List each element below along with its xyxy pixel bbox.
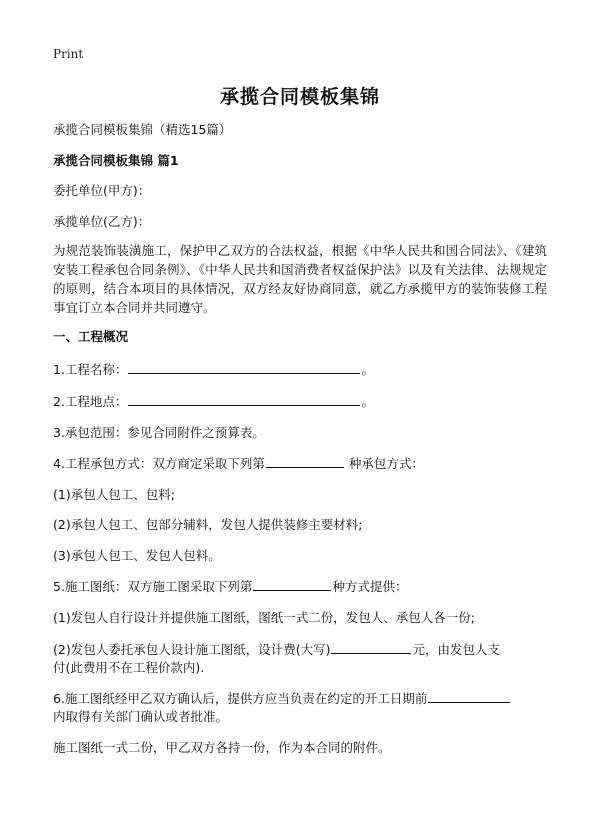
design-fee-blank bbox=[331, 641, 411, 654]
party-a-line: 委托单位(甲方)： bbox=[53, 183, 151, 198]
section-heading: 承揽合同模板集锦 篇1 bbox=[53, 153, 179, 168]
item-drawing-approval bbox=[53, 690, 547, 708]
page-title: 承揽合同模板集锦 bbox=[219, 86, 380, 108]
drawings-option-2 bbox=[53, 641, 547, 659]
project-name-blank bbox=[128, 361, 360, 374]
start-date-blank bbox=[428, 690, 510, 703]
overview-heading: 一、工程概况 bbox=[53, 329, 129, 344]
item-project-site-label: 2.工程地点： bbox=[53, 394, 128, 409]
item-scope: 3.承包范围：参见合同附件之预算表。 bbox=[53, 425, 265, 440]
project-site-blank bbox=[128, 393, 360, 406]
closing-line: 施工图纸一式二份，甲乙双方各持一份，作为本合同的附件。 bbox=[53, 740, 391, 755]
subtitle: 承揽合同模板集锦（精选15篇） bbox=[53, 122, 232, 137]
contract-mode-blank bbox=[266, 455, 344, 468]
contract-option-2: (2)承包人包工、包部分辅料，发包人提供装修主要材料; bbox=[53, 517, 363, 532]
item-contract-mode bbox=[53, 455, 547, 473]
item-contract-mode-prefix: 4.工程承包方式：双方商定采取下列第 bbox=[53, 456, 265, 471]
print-link[interactable]: Print bbox=[53, 47, 84, 61]
item-drawings bbox=[53, 578, 547, 596]
item-drawing-approval-prefix: 6.施工图纸经甲乙双方确认后，提供方应当负责在约定的开工日期前 bbox=[53, 691, 428, 706]
item-project-site bbox=[53, 393, 547, 411]
drawings-option-2-prefix: (2)发包人委托承包人设计施工图纸，设计费(大写) bbox=[53, 642, 331, 657]
drawings-option-2-cont: 付(此费用不在工程价款内). bbox=[53, 660, 205, 675]
item-drawings-prefix: 5.施工图纸：双方施工图采取下列第 bbox=[53, 579, 253, 594]
item-drawings-suffix: 种方式提供： bbox=[332, 579, 408, 594]
drawings-mode-blank bbox=[253, 578, 331, 591]
contract-option-3: (3)承包人包工、发包人包料。 bbox=[53, 548, 221, 563]
item-project-name-label: 1.工程名称： bbox=[53, 362, 128, 377]
contract-option-1: (1)承包人包工、包料; bbox=[53, 487, 175, 502]
drawings-option-1: (1)发包人自行设计并提供施工图纸，图纸一式二份，发包人、承包人各一份; bbox=[53, 610, 475, 625]
item-project-site-end: 。 bbox=[361, 394, 374, 409]
item-project-name-end: 。 bbox=[361, 362, 374, 377]
drawings-option-2-suffix: 元，由发包人支 bbox=[412, 642, 500, 657]
intro-paragraph: 为规范装饰装潢施工，保护甲乙双方的合法权益，根据《中华人民共和国合同法》、《建筑安装工程承包合同条例》、《中华人民共和国消费者权益保护法》以及有关法律、法规规定的原则，结合本项目的具体情况，双方经友好协商同意，就乙方承揽甲方的装饰装修工程事宜订立本合同并共同遵守。 bbox=[53, 243, 547, 315]
item-project-name bbox=[53, 361, 547, 379]
item-drawing-approval-cont: 内取得有关部门确认或者批准。 bbox=[53, 709, 229, 724]
party-b-line: 承揽单位(乙方)： bbox=[53, 214, 151, 229]
item-contract-mode-suffix: 种承包方式： bbox=[348, 456, 424, 471]
